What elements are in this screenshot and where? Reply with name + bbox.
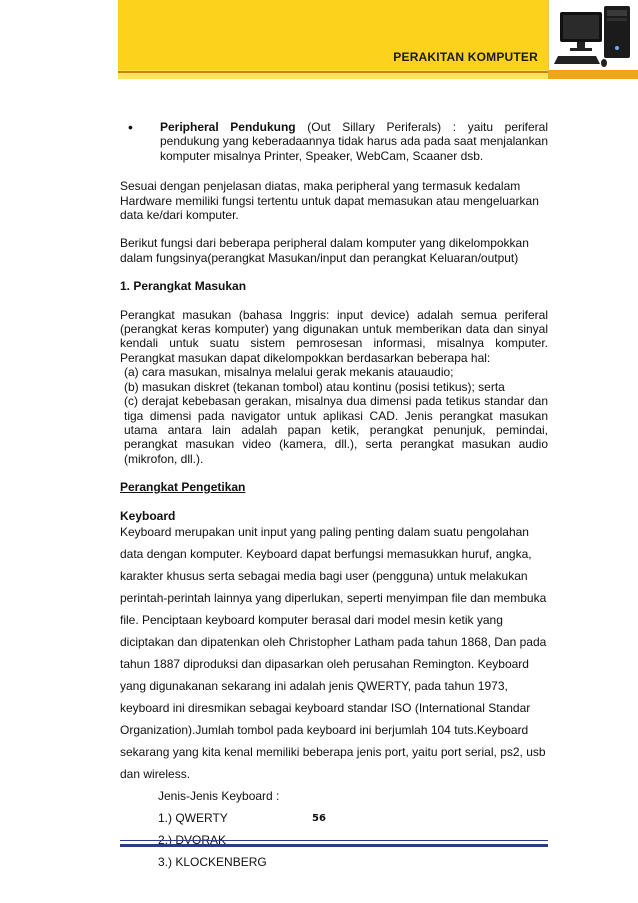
bullet-description: (Out Sillary Periferals) : yaitu periferal pendukung yang keberadaannya tidak harus ada pada saat menjalankan komputer misalnya Printer, Speaker, WebCam, Scaaner dsb. [160, 120, 549, 163]
bullet-text [160, 120, 548, 163]
keyboard-title: Keyboard [120, 508, 176, 523]
section-heading-typing-devices: Perangkat Pengetikan [120, 480, 246, 495]
page-number: 56 [312, 813, 326, 824]
input-item-a: (a) cara masukan, misalnya melalui gerak mekanis atauaudio; [124, 365, 454, 380]
keyboard-type-item: 1.) QWERTY [158, 810, 228, 825]
paragraph-peripheral-groups: Berikut fungsi dari beberapa peripheral dalam komputer yang dikelompokkan dalam fungsinya(perangkat Masukan/input dan perangkat Keluaran/output) [120, 236, 529, 265]
input-item-c: (c) derajat kebebasan gerakan, misalnya dua dimensi pada tetikus standar dan tiga dimensi pada navigator untuk aplikasi CAD. Jenis perangkat masukan utama antara lain adalah papan ketik, perangkat penunjuk, pemindai, perangkat masukan video (kamera, dll.), serta perangkat masukan audio (mikrofon, dll.). [124, 394, 548, 466]
desktop-computer-icon [552, 4, 636, 70]
footer-rule-thick [120, 844, 548, 847]
footer-rule-thin [120, 840, 548, 841]
bullet-item [124, 120, 548, 163]
section-heading-input-devices: 1. Perangkat Masukan [120, 279, 247, 294]
bullet-dot: • [128, 119, 133, 135]
input-item-b: (b) masukan diskret (tekanan tombol) atau kontinu (posisi tetikus); serta [124, 379, 505, 394]
page-content [120, 120, 548, 873]
paragraph-peripheral-summary: Sesuai dengan penjelasan diatas, maka peripheral yang termasuk kedalam Hardware memiliki fungsi tertentu untuk dapat memasukan atau mengeluarkan data ke/dari komputer. [120, 179, 539, 223]
bullet-term: Peripheral Pendukung [160, 120, 296, 134]
header-rule [118, 71, 548, 73]
keyboard-body: Keyboard merupakan unit input yang paling penting dalam suatu pengolahan data dengan komputer. Keyboard dapat berfungsi memasukkan huruf, angka, karakter khusus serta sebagai media bagi user (pengguna) untuk melakukan perintah-perintah lainnya yang diperlukan, seperti menyimpan file dan membuka file. Penciptaan keyboard komputer berasal dari model mesin ketik yang diciptakan dan dipatenkan oleh Christopher Latham pada tahun 1868, Dan pada tahun 1887 diproduksi dan dipasarkan oleh perusahan Remington. Keyboard yang digunakanan sekarang ini adalah jenis QWERTY, pada tahun 1973, keyboard ini diresmikan sebagai keyboard standar ISO (International Standar Organization).Jumlah tombol pada keyboard ini berjumlah 104 tuts.Keyboard sekarang yang kita kenal memiliki beberapa jenis port, yaitu port serial, ps2, usb dan wireless. [120, 524, 547, 781]
keyboard-type-item: 3.) KLOCKENBERG [158, 854, 267, 869]
keyboard-types-label: Jenis-Jenis Keyboard : [158, 788, 280, 803]
input-devices-intro: Perangkat masukan (bahasa Inggris: input device) adalah semua periferal (perangkat keras komputer) yang digunakan untuk memberikan data dan sinyal kendali untuk suatu sistem pemrosesan informasi, misalnya komputer. Perangkat masukan dapat dikelompokkan berdasarkan beberapa hal: [120, 307, 548, 365]
input-devices-text [120, 308, 548, 466]
keyboard-type-item: 2.) DVORAK [158, 832, 227, 847]
header-title: PERAKITAN KOMPUTER [393, 50, 538, 64]
header-orange-strip [548, 70, 638, 79]
